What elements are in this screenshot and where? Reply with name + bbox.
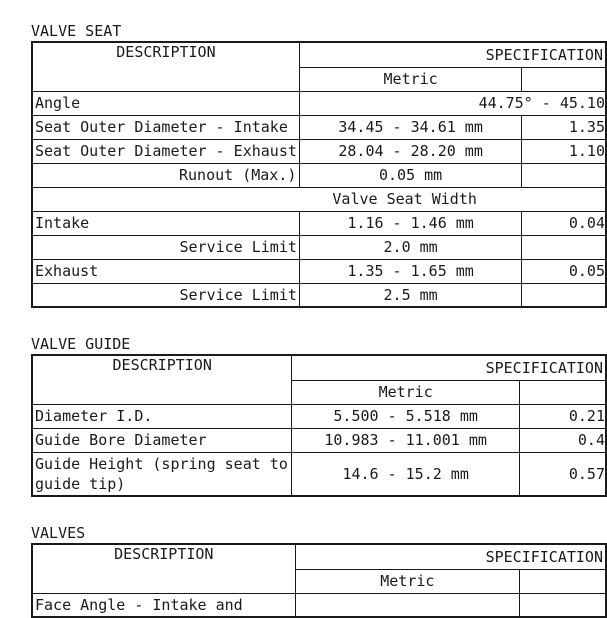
valve-guide-table: [31, 354, 607, 497]
row-desc: Runout (Max.): [32, 163, 299, 187]
table-row: [32, 163, 606, 187]
table-row: [32, 452, 606, 496]
row-imperial: [522, 163, 606, 187]
row-desc: Service Limit: [32, 283, 299, 307]
header-description: DESCRIPTION: [32, 42, 299, 91]
row-desc: Exhaust: [32, 259, 299, 283]
section-title-valve-seat: VALVE SEAT: [31, 22, 122, 40]
table-row: [32, 404, 606, 428]
row-desc: Face Angle - Intake and: [32, 593, 295, 617]
row-desc: Service Limit: [32, 235, 299, 259]
header-imperial: [520, 569, 606, 593]
table-row: [32, 211, 606, 235]
row-desc: Angle: [32, 91, 299, 115]
row-imperial: 0.05: [522, 259, 606, 283]
valve-seat-width-header: Valve Seat Width: [299, 187, 606, 211]
row-imperial: 0.21: [519, 404, 606, 428]
row-desc: Guide Bore Diameter: [32, 428, 292, 452]
row-imperial: [522, 235, 606, 259]
row-metric: 5.500 - 5.518 mm: [292, 404, 520, 428]
row-metric: 44.75° - 45.10: [299, 91, 606, 115]
row-metric: 1.35 - 1.65 mm: [299, 259, 521, 283]
row-metric: 1.16 - 1.46 mm: [299, 211, 521, 235]
row-metric: 14.6 - 15.2 mm: [292, 452, 520, 496]
table-row: [32, 115, 606, 139]
table-row: [32, 139, 606, 163]
valves-table: [31, 543, 607, 618]
row-imperial: 1.10: [522, 139, 606, 163]
header-specification: SPECIFICATION: [299, 42, 606, 67]
row-metric: 28.04 - 28.20 mm: [299, 139, 521, 163]
header-metric: Metric: [295, 569, 520, 593]
row-metric: 10.983 - 11.001 mm: [292, 428, 520, 452]
row-imperial: 1.35: [522, 115, 606, 139]
row-imperial: [522, 283, 606, 307]
row-desc: Diameter I.D.: [32, 404, 292, 428]
row-desc: Guide Height (spring seat to guide tip): [32, 452, 292, 496]
section-title-valves: VALVES: [31, 524, 86, 542]
header-specification: SPECIFICATION: [292, 355, 606, 380]
table-row: [32, 259, 606, 283]
row-desc: Seat Outer Diameter - Intake: [32, 115, 299, 139]
table-row: [32, 428, 606, 452]
row-imperial: 0.57: [519, 452, 606, 496]
valve-seat-table: [31, 41, 607, 308]
row-metric: 2.0 mm: [299, 235, 521, 259]
table-row: [32, 235, 606, 259]
header-description: DESCRIPTION: [32, 544, 295, 593]
header-metric: Metric: [299, 67, 521, 91]
table-row: [32, 283, 606, 307]
row-metric: 2.5 mm: [299, 283, 521, 307]
header-imperial: [522, 67, 606, 91]
table-row: [32, 91, 606, 115]
row-metric: 34.45 - 34.61 mm: [299, 115, 521, 139]
row-imperial: 0.4: [519, 428, 606, 452]
header-description: DESCRIPTION: [32, 355, 292, 404]
row-desc: Intake: [32, 211, 299, 235]
row-imperial: 0.04: [522, 211, 606, 235]
header-metric: Metric: [292, 380, 520, 404]
header-specification: SPECIFICATION: [295, 544, 606, 569]
header-imperial: [519, 380, 606, 404]
row-desc: Seat Outer Diameter - Exhaust: [32, 139, 299, 163]
section-title-valve-guide: VALVE GUIDE: [31, 335, 131, 353]
row-metric: 0.05 mm: [299, 163, 521, 187]
table-row: [32, 593, 606, 617]
